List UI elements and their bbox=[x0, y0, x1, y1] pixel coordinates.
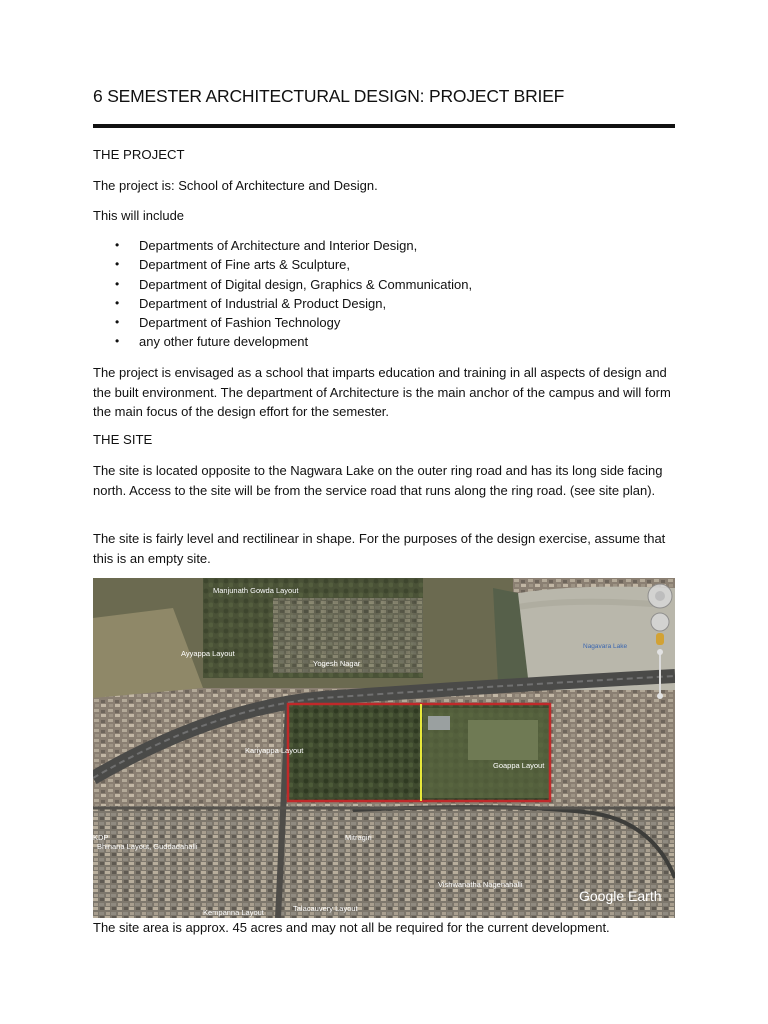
title-rule bbox=[93, 124, 675, 128]
list-item: • Department of Digital design, Graphics & Communication, bbox=[93, 275, 472, 294]
map-label: Ayyappa Layout bbox=[181, 649, 235, 658]
list-item: • Departments of Architecture and Interior Design, bbox=[93, 236, 472, 255]
list-item: • Department of Industrial & Product Design, bbox=[93, 294, 472, 313]
site-paragraph-1: The site is located opposite to the Nagwara Lake on the outer ring road and has its long side facing north. Access to the site will be from the service road that runs along the ring road. (see site plan). bbox=[93, 463, 663, 498]
project-intro: The project is: School of Architecture and Design. bbox=[93, 178, 378, 193]
list-item: • Department of Fashion Technology bbox=[93, 313, 472, 332]
map-label: Manjunath Gowda Layout bbox=[213, 586, 299, 595]
list-item: • Department of Fine arts & Sculpture, bbox=[93, 255, 472, 274]
site-paragraph-2: The site is fairly level and rectilinear in shape. For the purposes of the design exercise, assume that this is an empty site. bbox=[93, 531, 666, 566]
map-label: Vishwanatha Nagenahalli bbox=[438, 880, 523, 889]
list-item: • any other future development bbox=[93, 332, 472, 351]
project-description: The project is envisaged as a school that imparts education and training in all aspects of design and the built environment. The department of Architecture is the main anchor of the campus and will form the main focus of the design effort for the semester. bbox=[93, 365, 671, 419]
site-heading: THE SITE bbox=[93, 432, 153, 447]
map-label: Yogesh Nagar bbox=[313, 659, 361, 668]
departments-list bbox=[93, 236, 472, 352]
google-earth-watermark: Google Earth bbox=[579, 888, 662, 904]
site-satellite-map bbox=[93, 578, 675, 918]
map-label: Bhinana Layout, Guddadahalli bbox=[97, 842, 198, 851]
map-label: Talacauvery Layout bbox=[293, 904, 358, 913]
project-name: School of Architecture and Design bbox=[178, 178, 375, 193]
include-text: This will include bbox=[93, 208, 185, 223]
map-label: Nagavara Lake bbox=[583, 643, 628, 650]
document-title: 6 SEMESTER ARCHITECTURAL DESIGN: PROJECT BRIEF bbox=[93, 86, 565, 106]
map-label: Kempanna Layout bbox=[203, 908, 264, 917]
map-label: KDP bbox=[93, 833, 109, 842]
map-label: Kariyappa Layout bbox=[245, 746, 304, 755]
map-label: Goappa Layout bbox=[493, 761, 545, 770]
map-label: Mitragiri bbox=[345, 833, 372, 842]
project-heading: THE PROJECT bbox=[93, 147, 185, 162]
site-area-caption: The site area is approx. 45 acres and may not all be required for the current development. bbox=[93, 920, 610, 935]
